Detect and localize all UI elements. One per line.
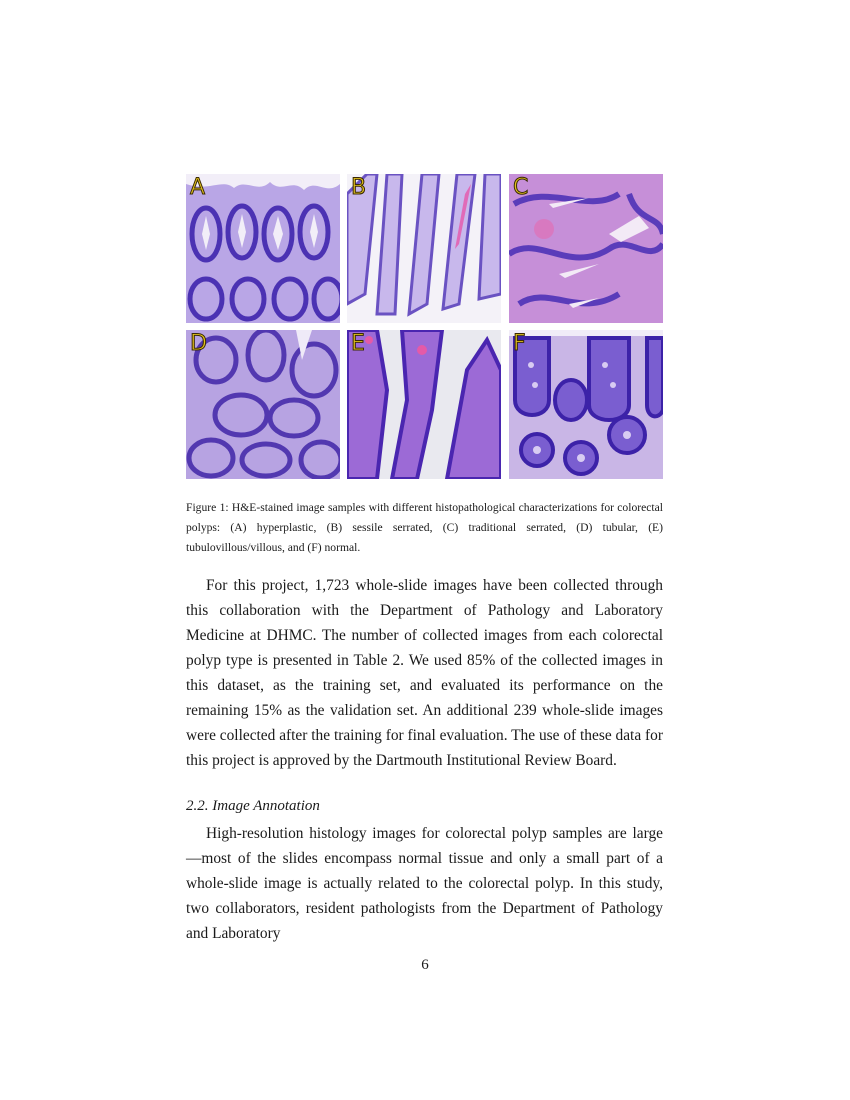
panel-a-hyperplastic [186,174,340,323]
histology-image [509,174,663,323]
figure-1 [186,174,663,479]
histology-image [186,330,340,479]
paragraph-annotation: High-resolution histology images for colorectal polyp samples are large—most of the slides encompass normal tissue and only a small part of a whole-slide image is actually related to the colorectal polyp. In this study, two collaborators, resident pathologists from the Department of Pathology and Laboratory [186,825,663,942]
panel-c-traditional-serrated [509,174,663,323]
figure-caption: Figure 1: H&E-stained image samples with different histopathological characterizations for colorectal polyps: (A) hyperplastic, (B) sessile serrated, (C) traditional serrated, (D) tubular, (E) tubulovillous/villous, and (F) normal. [186,501,663,554]
panel-b-sessile-serrated [347,174,501,323]
panel-label: B [351,175,367,200]
histology-image [347,330,501,479]
paragraph-dataset: For this project, 1,723 whole-slide images have been collected through this collaboration with the Department of Pathology and Laboratory Medicine at DHMC. The number of collected images from each colorectal polyp type is presented in Table 2. We used 85% of the collected images in this dataset, as the training set, and evaluated its performance on the remaining 15% as the validation set. An additional 239 whole-slide images were collected after the training for final evaluation. The use of these data for this project is approved by the Dartmouth Institutional Review Board. [186,577,663,769]
panel-label: E [351,331,365,356]
panel-f-normal [509,330,663,479]
panel-d-tubular [186,330,340,479]
section-heading: 2.2. Image Annotation [186,798,320,814]
page-number: 6 [421,957,429,973]
histology-image [509,330,663,479]
panel-e-tubulovillous-villous [347,330,501,479]
histology-image [186,174,340,323]
panel-label: A [190,175,206,200]
panel-label: F [513,331,526,356]
panel-label: C [513,175,529,200]
panel-label: D [190,331,207,356]
histology-image [347,174,501,323]
